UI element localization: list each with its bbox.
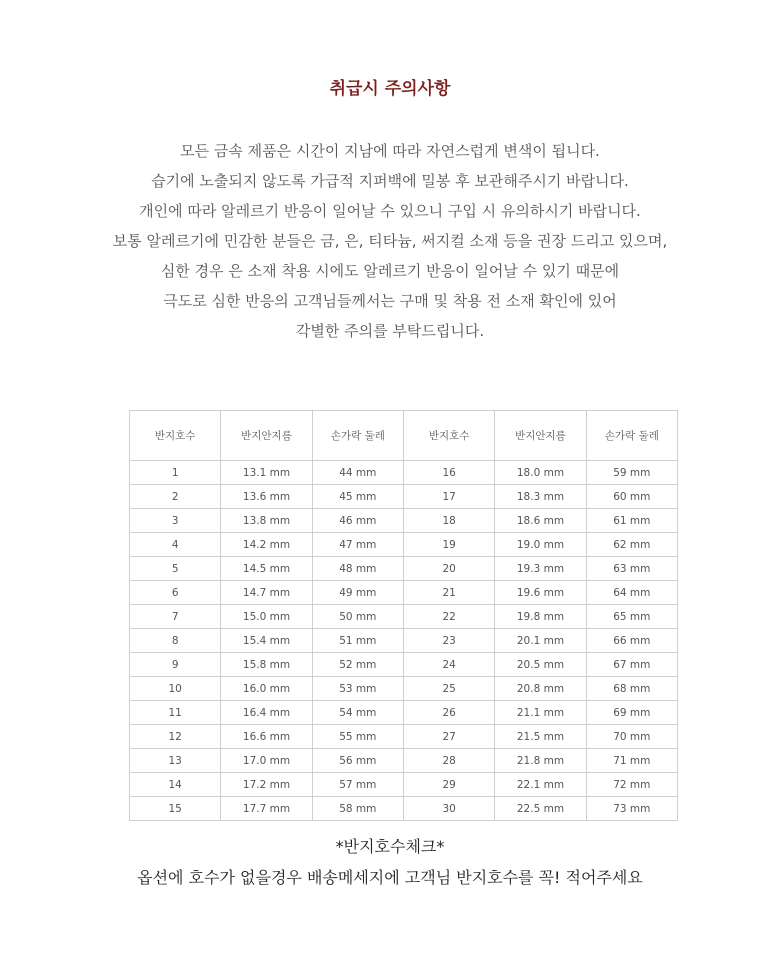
inner-diameter-cell: 20.8 mm [495, 677, 586, 701]
inner-diameter-cell: 16.6 mm [221, 725, 312, 749]
inner-diameter-cell: 14.5 mm [221, 557, 312, 581]
finger-circumference-cell: 47 mm [312, 533, 403, 557]
ring-size-cell: 6 [130, 581, 221, 605]
table-header-row [130, 411, 678, 461]
ring-size-cell: 28 [403, 749, 494, 773]
finger-circumference-cell: 53 mm [312, 677, 403, 701]
table-row [130, 701, 678, 725]
inner-diameter-cell: 18.3 mm [495, 485, 586, 509]
header-finger-circumference: 손가락 둘레 [312, 411, 403, 461]
finger-circumference-cell: 46 mm [312, 509, 403, 533]
finger-circumference-cell: 66 mm [586, 629, 677, 653]
page-title: 취급시 주의사항 [329, 79, 451, 99]
inner-diameter-cell: 17.7 mm [221, 797, 312, 821]
finger-circumference-cell: 52 mm [312, 653, 403, 677]
finger-circumference-cell: 59 mm [586, 461, 677, 485]
notice-line: 심한 경우 은 소재 착용 시에도 알레르기 반응이 일어날 수 있기 때문에 [160, 262, 620, 280]
inner-diameter-cell: 13.6 mm [221, 485, 312, 509]
ring-size-cell: 23 [403, 629, 494, 653]
table-row [130, 485, 678, 509]
table-row [130, 605, 678, 629]
inner-diameter-cell: 13.8 mm [221, 509, 312, 533]
ring-size-cell: 22 [403, 605, 494, 629]
table-row [130, 773, 678, 797]
ring-size-cell: 29 [403, 773, 494, 797]
finger-circumference-cell: 62 mm [586, 533, 677, 557]
finger-circumference-cell: 72 mm [586, 773, 677, 797]
inner-diameter-cell: 14.2 mm [221, 533, 312, 557]
table-row [130, 725, 678, 749]
finger-circumference-cell: 57 mm [312, 773, 403, 797]
ring-size-cell: 27 [403, 725, 494, 749]
ring-size-cell: 16 [403, 461, 494, 485]
ring-size-cell: 24 [403, 653, 494, 677]
finger-circumference-cell: 54 mm [312, 701, 403, 725]
inner-diameter-cell: 13.1 mm [221, 461, 312, 485]
finger-circumference-cell: 69 mm [586, 701, 677, 725]
table-row [130, 509, 678, 533]
inner-diameter-cell: 21.5 mm [495, 725, 586, 749]
finger-circumference-cell: 48 mm [312, 557, 403, 581]
finger-circumference-cell: 58 mm [312, 797, 403, 821]
ring-check-title: *반지호수체크* [335, 837, 445, 856]
table-row [130, 797, 678, 821]
inner-diameter-cell: 20.1 mm [495, 629, 586, 653]
finger-circumference-cell: 44 mm [312, 461, 403, 485]
header-inner-diameter: 반지안지름 [495, 411, 586, 461]
ring-check-text: 옵션에 호수가 없을경우 배송메세지에 고객님 반지호수를 꼭! 적어주세요 [137, 868, 643, 887]
ring-size-cell: 11 [130, 701, 221, 725]
inner-diameter-cell: 19.8 mm [495, 605, 586, 629]
table-row [130, 749, 678, 773]
inner-diameter-cell: 16.0 mm [221, 677, 312, 701]
ring-size-cell: 19 [403, 533, 494, 557]
finger-circumference-cell: 64 mm [586, 581, 677, 605]
notice-line: 습기에 노출되지 않도록 가급적 지퍼백에 밀봉 후 보관해주시기 바랍니다. [151, 172, 629, 190]
inner-diameter-cell: 21.1 mm [495, 701, 586, 725]
inner-diameter-cell: 19.6 mm [495, 581, 586, 605]
ring-size-cell: 5 [130, 557, 221, 581]
ring-size-cell: 7 [130, 605, 221, 629]
ring-size-cell: 25 [403, 677, 494, 701]
ring-size-table [129, 410, 678, 821]
ring-size-cell: 15 [130, 797, 221, 821]
notice-line: 극도로 심한 반응의 고객님들께서는 구매 및 착용 전 소재 확인에 있어 [163, 292, 617, 310]
inner-diameter-cell: 18.6 mm [495, 509, 586, 533]
ring-size-cell: 12 [130, 725, 221, 749]
inner-diameter-cell: 16.4 mm [221, 701, 312, 725]
notice-line: 개인에 따라 알레르기 반응이 일어날 수 있으니 구입 시 유의하시기 바랍니다. [139, 202, 641, 220]
notice-line: 보통 알레르기에 민감한 분들은 금, 은, 티타늄, 써지컬 소재 등을 권장 드리고 있으며, [112, 232, 668, 250]
header-ring-size: 반지호수 [403, 411, 494, 461]
finger-circumference-cell: 71 mm [586, 749, 677, 773]
finger-circumference-cell: 63 mm [586, 557, 677, 581]
ring-size-cell: 13 [130, 749, 221, 773]
care-notice [40, 136, 740, 346]
ring-size-cell: 2 [130, 485, 221, 509]
finger-circumference-cell: 65 mm [586, 605, 677, 629]
finger-circumference-cell: 45 mm [312, 485, 403, 509]
inner-diameter-cell: 21.8 mm [495, 749, 586, 773]
table-row [130, 581, 678, 605]
ring-size-cell: 26 [403, 701, 494, 725]
ring-size-cell: 10 [130, 677, 221, 701]
inner-diameter-cell: 20.5 mm [495, 653, 586, 677]
ring-size-cell: 4 [130, 533, 221, 557]
ring-size-cell: 20 [403, 557, 494, 581]
table-row [130, 557, 678, 581]
table-body [130, 461, 678, 821]
inner-diameter-cell: 17.2 mm [221, 773, 312, 797]
finger-circumference-cell: 67 mm [586, 653, 677, 677]
ring-size-cell: 14 [130, 773, 221, 797]
inner-diameter-cell: 15.4 mm [221, 629, 312, 653]
header-inner-diameter: 반지안지름 [221, 411, 312, 461]
table-row [130, 653, 678, 677]
header-finger-circumference: 손가락 둘레 [586, 411, 677, 461]
finger-circumference-cell: 70 mm [586, 725, 677, 749]
finger-circumference-cell: 73 mm [586, 797, 677, 821]
finger-circumference-cell: 61 mm [586, 509, 677, 533]
ring-size-cell: 1 [130, 461, 221, 485]
header-ring-size: 반지호수 [130, 411, 221, 461]
inner-diameter-cell: 15.8 mm [221, 653, 312, 677]
finger-circumference-cell: 68 mm [586, 677, 677, 701]
inner-diameter-cell: 14.7 mm [221, 581, 312, 605]
inner-diameter-cell: 19.0 mm [495, 533, 586, 557]
finger-circumference-cell: 56 mm [312, 749, 403, 773]
finger-circumference-cell: 60 mm [586, 485, 677, 509]
ring-size-cell: 30 [403, 797, 494, 821]
ring-size-cell: 18 [403, 509, 494, 533]
finger-circumference-cell: 50 mm [312, 605, 403, 629]
table-row [130, 461, 678, 485]
finger-circumference-cell: 51 mm [312, 629, 403, 653]
table-row [130, 629, 678, 653]
notice-line: 모든 금속 제품은 시간이 지남에 따라 자연스럽게 변색이 됩니다. [180, 142, 600, 160]
ring-size-cell: 8 [130, 629, 221, 653]
ring-size-cell: 17 [403, 485, 494, 509]
table-row [130, 533, 678, 557]
inner-diameter-cell: 19.3 mm [495, 557, 586, 581]
notice-line: 각별한 주의를 부탁드립니다. [295, 322, 485, 340]
ring-size-cell: 21 [403, 581, 494, 605]
inner-diameter-cell: 15.0 mm [221, 605, 312, 629]
finger-circumference-cell: 55 mm [312, 725, 403, 749]
ring-size-cell: 9 [130, 653, 221, 677]
inner-diameter-cell: 22.5 mm [495, 797, 586, 821]
ring-size-cell: 3 [130, 509, 221, 533]
inner-diameter-cell: 17.0 mm [221, 749, 312, 773]
table-row [130, 677, 678, 701]
inner-diameter-cell: 22.1 mm [495, 773, 586, 797]
finger-circumference-cell: 49 mm [312, 581, 403, 605]
inner-diameter-cell: 18.0 mm [495, 461, 586, 485]
